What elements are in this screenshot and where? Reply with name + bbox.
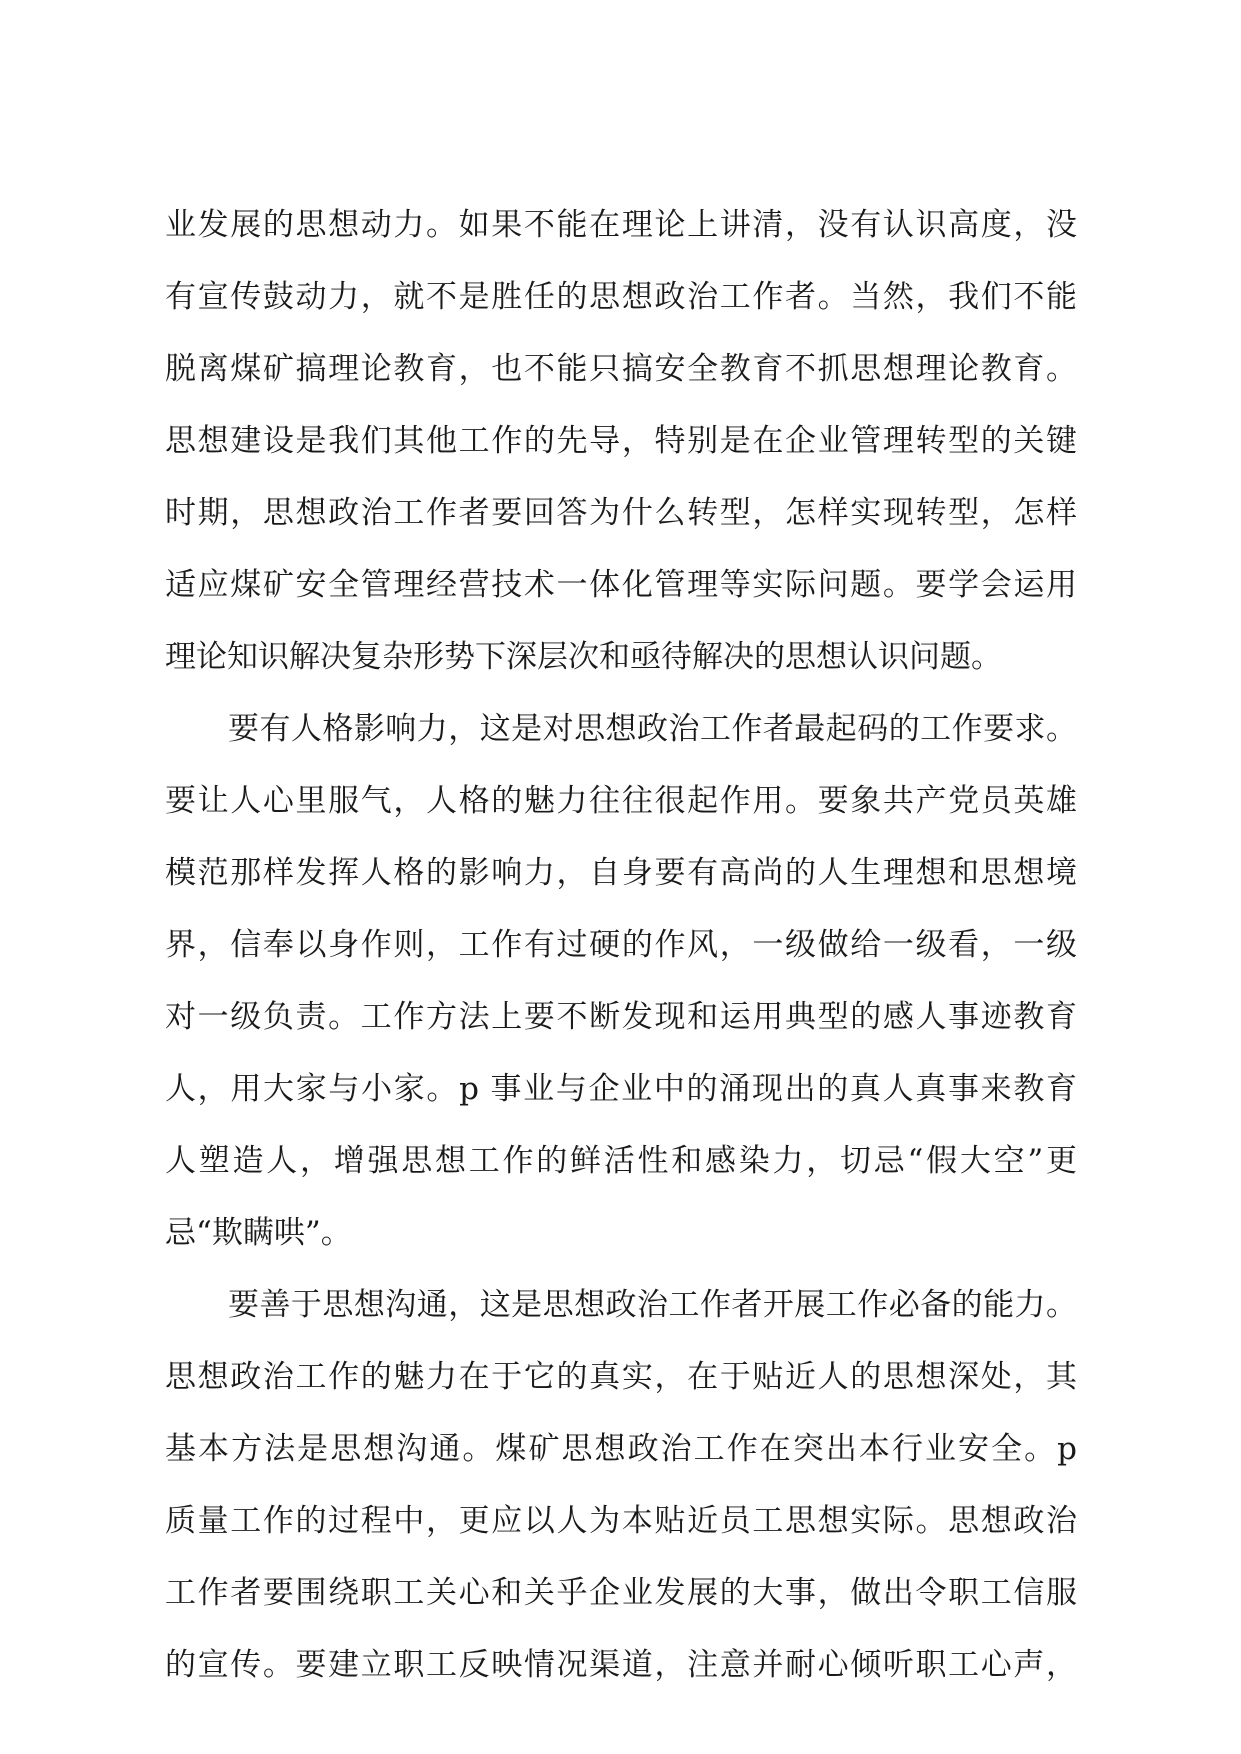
body-line: 对一级负责。工作方法上要不断发现和运用典型的感人事迹教育 xyxy=(165,999,1077,1035)
body-line: 人塑造人，增强思想工作的鲜活性和感染力，切忌“假大空”更 xyxy=(165,1143,1077,1179)
body-line: 忌“欺瞒哄”。 xyxy=(165,1215,352,1251)
body-line: 适应煤矿安全管理经营技术一体化管理等实际问题。要学会运用 xyxy=(165,567,1077,603)
body-line: 模范那样发挥人格的影响力，自身要有高尚的人生理想和思想境 xyxy=(165,855,1077,891)
body-line: 思想政治工作的魅力在于它的真实，在于贴近人的思想深处，其 xyxy=(165,1359,1077,1395)
body-line: 理论知识解决复杂形势下深层次和亟待解决的思想认识问题。 xyxy=(165,639,1002,675)
body-line: 质量工作的过程中，更应以人为本贴近员工思想实际。思想政治 xyxy=(165,1503,1077,1539)
paragraph-first-line: 要有人格影响力，这是对思想政治工作者最起码的工作要求。 xyxy=(228,711,1077,747)
body-line: 的宣传。要建立职工反映情况渠道，注意并耐心倾听职工心声， xyxy=(165,1647,1077,1683)
body-line: 人，用大家与小家。p 事业与企业中的涌现出的真人真事来教育 xyxy=(165,1071,1077,1107)
body-line: 基本方法是思想沟通。煤矿思想政治工作在突出本行业安全。p xyxy=(165,1431,1077,1467)
body-line: 思想建设是我们其他工作的先导，特别是在企业管理转型的关键 xyxy=(165,423,1077,459)
body-line: 界，信奉以身作则，工作有过硬的作风，一级做给一级看，一级 xyxy=(165,927,1077,963)
paragraph-first-line: 要善于思想沟通，这是思想政治工作者开展工作必备的能力。 xyxy=(228,1287,1077,1323)
body-line: 工作者要围绕职工关心和关乎企业发展的大事，做出令职工信服 xyxy=(165,1575,1077,1611)
body-line: 业发展的思想动力。如果不能在理论上讲清，没有认识高度，没 xyxy=(165,207,1077,243)
body-line: 时期，思想政治工作者要回答为什么转型，怎样实现转型，怎样 xyxy=(165,495,1077,531)
body-line: 脱离煤矿搞理论教育，也不能只搞安全教育不抓思想理论教育。 xyxy=(165,351,1077,387)
body-line: 有宣传鼓动力，就不是胜任的思想政治工作者。当然，我们不能 xyxy=(165,279,1077,315)
body-line: 要让人心里服气，人格的魅力往往很起作用。要象共产党员英雄 xyxy=(165,783,1077,819)
